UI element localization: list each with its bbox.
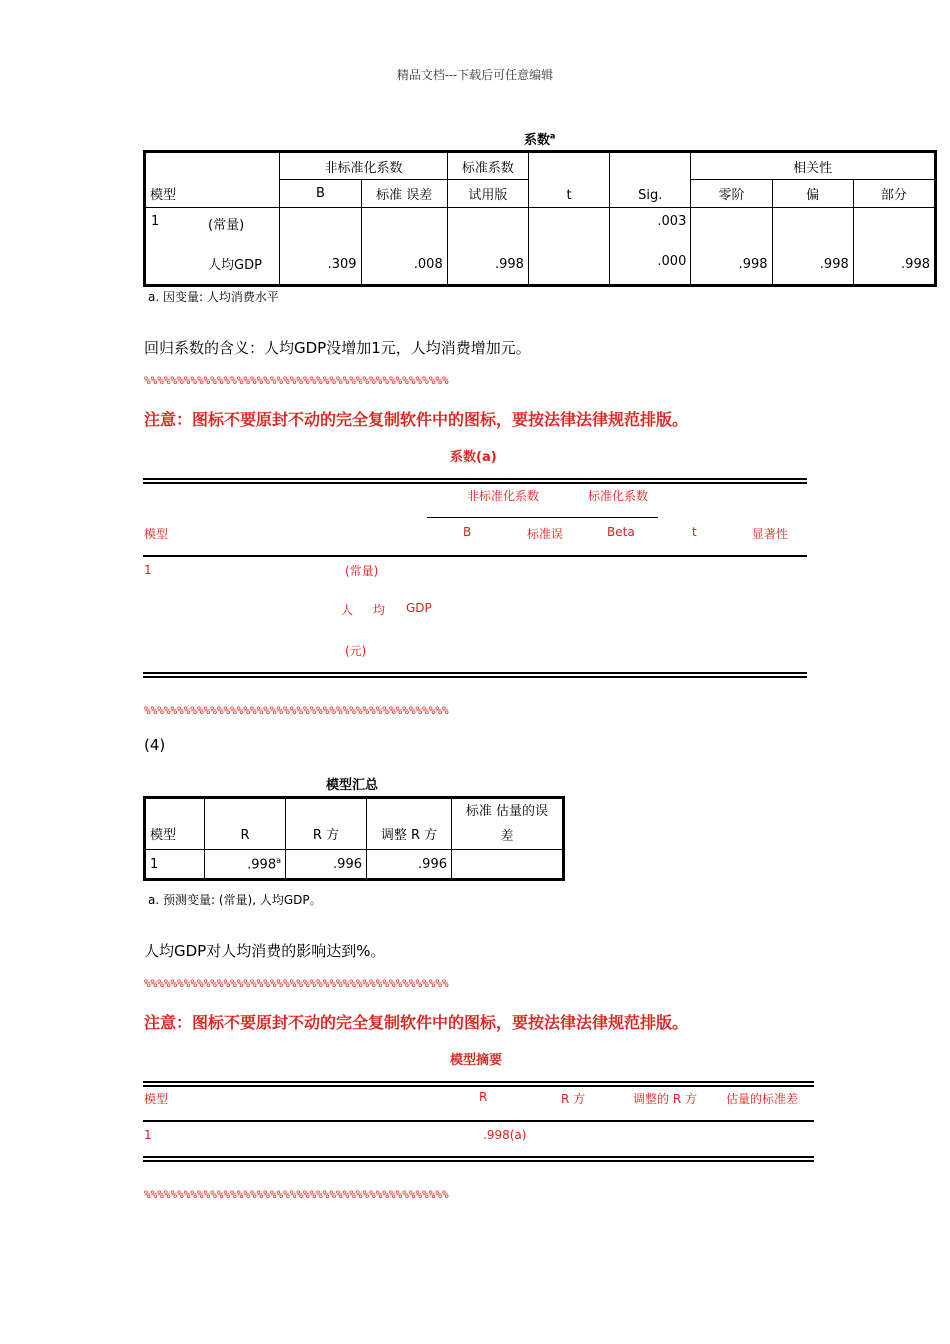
sum-col-r2: R 方 <box>286 798 367 850</box>
red-summary-title: 模型摘要 <box>450 1053 503 1068</box>
rule-top-4 <box>143 1085 814 1087</box>
cell-beta: .998 <box>447 208 528 286</box>
col-trial: 试用版 <box>447 180 528 208</box>
sum-row-adj: .996 <box>367 850 452 880</box>
col-zero: 零阶 <box>691 180 772 208</box>
red-col-sig: 显著性 <box>752 527 789 541</box>
red-sum-col-se: 估量的标准差 <box>726 1092 799 1106</box>
rule-group <box>427 517 658 518</box>
percent-divider-3: %%%%%%%%%%%%%%%%%%%%%%%%%%%%%%%%%%%%%%%%%%%%%% <box>144 977 449 990</box>
sum-col-model: 模型 <box>145 798 205 850</box>
rule-top-3 <box>143 1081 814 1083</box>
cell-sig-gdp: .000 <box>657 254 687 269</box>
col-se: 标准 误差 <box>361 180 447 208</box>
red-col-t: t <box>692 525 697 539</box>
red-coef-title: 系数(a) <box>450 450 497 465</box>
percent-divider-2: %%%%%%%%%%%%%%%%%%%%%%%%%%%%%%%%%%%%%%%%%%%%%% <box>144 704 449 717</box>
section-4: (4) <box>144 736 166 754</box>
red-row-const: (常量) <box>345 564 379 578</box>
col-b: B <box>280 180 361 208</box>
cell-t <box>528 208 609 286</box>
group-std: 标准系数 <box>447 152 528 180</box>
percent-divider: %%%%%%%%%%%%%%%%%%%%%%%%%%%%%%%%%%%%%%%%%%%%%% <box>144 374 449 387</box>
cell-se: .008 <box>361 208 447 286</box>
cell-partial: .998 <box>772 208 853 286</box>
red-row-gdp-1: 人 <box>341 603 354 617</box>
coef-table <box>143 150 937 287</box>
coef-table-title: 系数$^a$ <box>524 131 556 148</box>
cell-sig-const: .003 <box>657 214 687 229</box>
red-group-unstd: 非标准化系数 <box>467 489 540 503</box>
col-partial: 偏 <box>772 180 853 208</box>
paragraph-1: 回归系数的含义：人均GDP没增加1元，人均消费增加元。 <box>144 339 531 357</box>
sum-row-r2: .996 <box>286 850 367 880</box>
group-corr: 相关性 <box>691 152 936 180</box>
rule-top-1 <box>143 478 807 480</box>
sum-row-r: .998$^a$ <box>205 850 286 880</box>
red-sum-col-adj: 调整的 R 方 <box>633 1092 697 1106</box>
rule-bottom-1 <box>143 672 807 674</box>
rule-bottom-4 <box>143 1160 814 1162</box>
red-sum-col-r: R <box>479 1090 488 1104</box>
summary-footnote: a. 预测变量: (常量), 人均GDP。 <box>148 893 322 907</box>
row-const: (常量) <box>208 218 245 233</box>
rule-mid-2 <box>143 1120 814 1122</box>
red-sum-col-model: 模型 <box>144 1092 169 1106</box>
red-group-std: 标准化系数 <box>588 489 649 503</box>
red-row-gdp-2: 均 <box>373 603 386 617</box>
row-model: 1 <box>151 214 160 229</box>
col-part: 部分 <box>853 180 935 208</box>
col-model: 模型 <box>145 152 280 208</box>
summary-title: 模型汇总 <box>326 778 379 793</box>
group-unstd: 非标准化系数 <box>280 152 447 180</box>
rule-bottom-3 <box>143 1156 814 1158</box>
red-col-se: 标准误 <box>527 527 564 541</box>
cell-zero: .998 <box>691 208 772 286</box>
table-row <box>145 850 564 880</box>
col-sig: Sig. <box>610 152 691 208</box>
row-gdp: 人均GDP <box>208 258 262 273</box>
cell-part: .998 <box>853 208 935 286</box>
red-col-model: 模型 <box>144 527 169 541</box>
notice-1: 注意：图标不要原封不动的完全复制软件中的图标，要按法律法律规范排版。 <box>144 410 689 429</box>
red-row-gdp-3: GDP <box>406 601 432 615</box>
red-sum-row-r: .998(a) <box>483 1128 527 1142</box>
rule-bottom-2 <box>143 676 807 678</box>
red-row-model: 1 <box>144 563 152 577</box>
sum-col-adj: 调整 R 方 <box>367 798 452 850</box>
table-row <box>145 208 936 286</box>
red-sum-row-model: 1 <box>144 1128 152 1142</box>
sum-row-model: 1 <box>145 850 205 880</box>
sum-row-se <box>452 850 564 880</box>
red-row-unit: (元) <box>345 644 367 658</box>
percent-divider-4: %%%%%%%%%%%%%%%%%%%%%%%%%%%%%%%%%%%%%%%%%%%%%% <box>144 1188 449 1201</box>
notice-2: 注意：图标不要原封不动的完全复制软件中的图标，要按法律法律规范排版。 <box>144 1013 689 1032</box>
page-header: 精品文档---下载后可任意编辑 <box>396 68 554 82</box>
summary-table <box>143 796 565 881</box>
rule-mid <box>143 555 807 557</box>
red-col-b: B <box>463 525 472 539</box>
red-sum-col-r2: R 方 <box>561 1092 586 1106</box>
red-col-beta: Beta <box>607 525 635 539</box>
rule-top-2 <box>143 482 807 484</box>
cell-b: .309 <box>280 208 361 286</box>
paragraph-2: 人均GDP对人均消费的影响达到%。 <box>144 942 386 960</box>
sum-col-r: R <box>205 798 286 850</box>
col-t: t <box>528 152 609 208</box>
coef-footnote: a. 因变量: 人均消费水平 <box>148 290 279 304</box>
sum-col-se: 标准 估量的误 差 <box>452 798 564 850</box>
